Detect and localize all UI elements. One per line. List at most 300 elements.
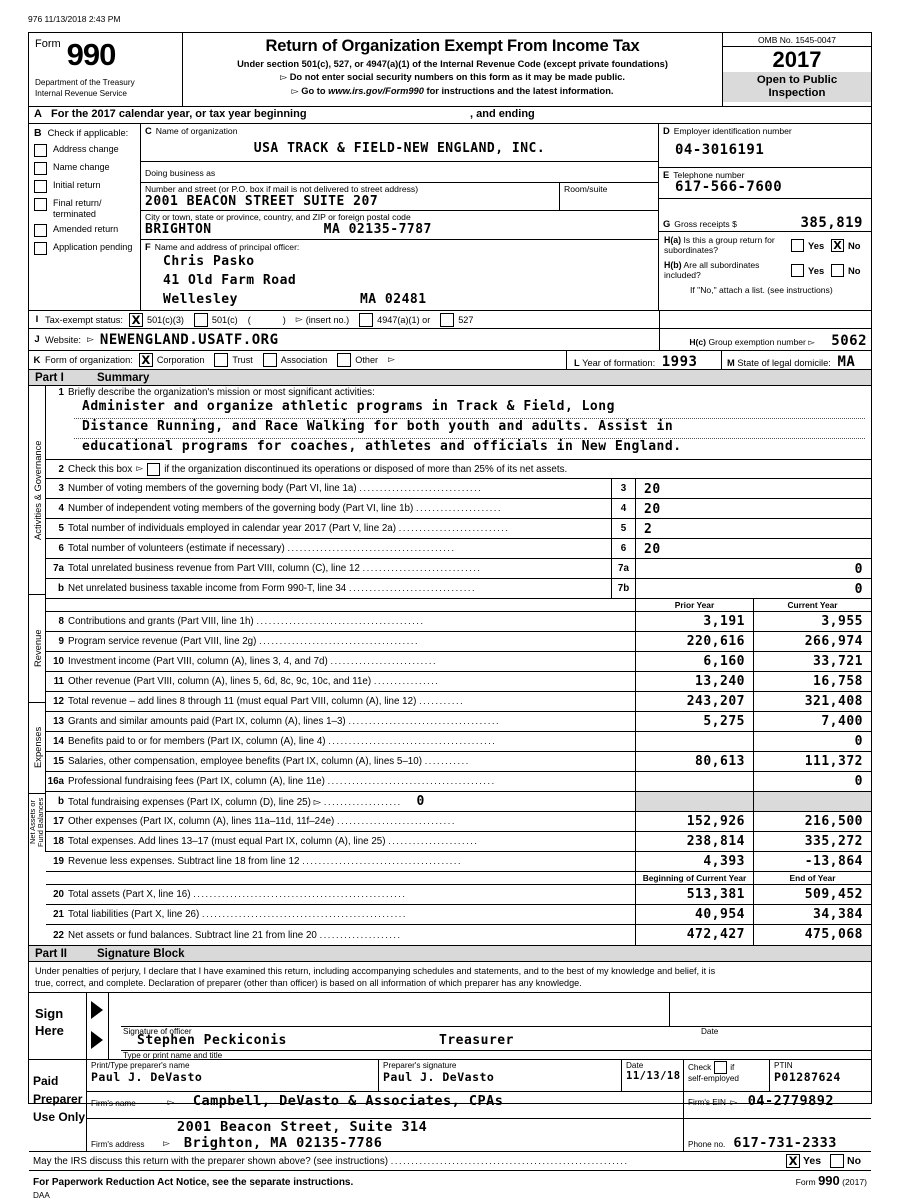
line-6-desc	[68, 543, 611, 554]
firm-name-value[interactable]: Campbell, DeVasto & Associates, CPAs	[192, 1093, 504, 1109]
line-18-current[interactable]: 335,272	[753, 832, 871, 851]
preparer-grid	[87, 1060, 871, 1151]
vlabel-net-assets	[29, 793, 45, 852]
line-6-desc-text: Total number of volunteers (estimate if necessary)	[68, 543, 285, 554]
line-16a-desc-text: Professional fundraising fees (Part IX, column (A), line 11e)	[68, 776, 325, 787]
line-a-tax-year	[29, 107, 871, 124]
line-11-current[interactable]: 16,758	[753, 672, 871, 691]
line-19-current[interactable]: -13,864	[753, 852, 871, 871]
vlabel-activities-governance: Activities & Governance	[32, 440, 43, 540]
line-11-prior[interactable]: 13,240	[635, 672, 753, 691]
org-name-cell	[141, 124, 658, 162]
line-k-letter: K	[33, 354, 41, 366]
line-7b-desc	[68, 583, 611, 594]
leader-dots: .............................	[362, 563, 482, 573]
check-if-label: if	[730, 1063, 735, 1072]
line-1-question	[46, 387, 871, 398]
sign-label-line2: Here	[35, 1023, 64, 1038]
line-16a-prior[interactable]	[635, 772, 753, 791]
org-name-value[interactable]: USA TRACK & FIELD-NEW ENGLAND, INC.	[253, 141, 546, 156]
line-9-prior[interactable]: 220,616	[635, 632, 753, 651]
line-18-desc-text: Total expenses. Add lines 13–17 (must equal Part IX, column (A), line 25)	[68, 836, 386, 847]
box-b-check-if-applicable	[29, 124, 141, 310]
leader-dots: .........................................	[256, 616, 425, 626]
vlabel-revenue: Revenue	[32, 629, 43, 667]
line-7b-row	[46, 579, 871, 599]
ein-value[interactable]: 04-3016191	[675, 142, 765, 158]
ptin-caption: PTIN	[774, 1061, 793, 1070]
line-14-current[interactable]: 0	[753, 732, 871, 751]
firm-phone-value[interactable]: 617-731-2333	[733, 1135, 837, 1151]
preparer-name-caption: Print/Type preparer's name	[91, 1061, 190, 1070]
officer-name[interactable]: Chris Pasko	[163, 254, 255, 269]
line-15-prior[interactable]: 80,613	[635, 752, 753, 771]
city-values-row	[145, 222, 654, 237]
officer-state-zip[interactable]: MA 02481	[359, 292, 427, 307]
line-12-prior[interactable]: 243,207	[635, 692, 753, 711]
website-value[interactable]: NEWENGLAND.USATF.ORG	[99, 331, 279, 348]
sign-here-label	[29, 993, 87, 1059]
self-employed-check-cell	[684, 1060, 770, 1092]
line-12-current[interactable]: 321,408	[753, 692, 871, 711]
street-caption: Number and street (or P.O. box if mail is not delivered to street address)	[145, 184, 419, 195]
line-22-number: 22	[53, 929, 64, 941]
status-4947-checkbox[interactable]	[359, 313, 373, 327]
org-other-checkbox[interactable]	[337, 353, 351, 367]
officer-city-row	[145, 290, 654, 309]
line-8-current[interactable]: 3,955	[753, 612, 871, 631]
line-18-row	[46, 832, 871, 852]
state-domicile-value[interactable]: MA	[837, 354, 856, 370]
street-cell	[141, 183, 658, 211]
leader-dots: ...........................	[398, 523, 510, 533]
line-2-discontinued	[46, 460, 871, 479]
check-if-row	[688, 1061, 765, 1074]
line-2-number: 2	[58, 463, 64, 475]
preparer-signature-cell	[379, 1060, 622, 1092]
arrow-right-icon-9: ▻	[167, 1098, 175, 1108]
agency-block	[35, 78, 176, 99]
irs-discuss-yes-checkbox[interactable]: X	[786, 1154, 800, 1168]
line-22-desc-text: Net assets or fund balances. Subtract line 21 from line 20	[68, 929, 317, 941]
checkbox-icon[interactable]	[34, 162, 47, 175]
line-i-letter: I	[35, 314, 39, 325]
check-caption: Check	[688, 1063, 712, 1072]
line-10-number: 10	[53, 656, 64, 667]
status-501c3-checkbox[interactable]: X	[129, 313, 143, 327]
sign-label-line1: Sign	[35, 1006, 64, 1021]
footer-form-id	[796, 1173, 867, 1188]
line-12-desc	[68, 696, 635, 707]
line-19-prior[interactable]: 4,393	[635, 852, 753, 871]
line-19-row	[46, 852, 871, 872]
line-16a-desc	[68, 776, 635, 787]
mission-line-1[interactable]: Administer and organize athletic programs in Track & Field, Long	[74, 399, 865, 419]
line-16b-value[interactable]: 0	[416, 794, 425, 809]
city-value[interactable]: BRIGHTON	[145, 222, 212, 238]
officer-street[interactable]: 41 Old Farm Road	[163, 273, 297, 288]
leader-dots: .......................................	[259, 636, 420, 646]
preparer-signature-value[interactable]: Paul J. DeVasto	[383, 1070, 495, 1084]
h-c-value[interactable]: 5062	[831, 333, 867, 349]
checkbox-icon[interactable]	[34, 144, 47, 157]
org-corporation-checkbox[interactable]: X	[139, 353, 153, 367]
goto-post: for instructions and the latest information.	[426, 86, 614, 96]
leader-dots: .....................	[416, 503, 503, 513]
preparer-name-value[interactable]: Paul J. DeVasto	[91, 1070, 203, 1084]
line-7b-key: 7b	[611, 579, 635, 598]
phone-no-caption: Phone no.	[688, 1140, 726, 1149]
box-b-title: Check if applicable:	[47, 128, 129, 138]
ein-caption	[663, 125, 867, 136]
line-14-prior[interactable]	[635, 732, 753, 751]
line-20-end[interactable]: 509,452	[753, 885, 871, 904]
checkbox-label: Address change	[53, 144, 119, 154]
line-7b-value: 0	[635, 579, 871, 598]
vlabel-net-assets-1: Net Assets or	[28, 800, 37, 845]
phone-value[interactable]: 617-566-7600	[675, 179, 783, 195]
line-16b-prior-shaded	[635, 792, 753, 811]
line-1-number: 1	[58, 387, 64, 398]
year-of-formation-value[interactable]: 1993	[661, 354, 698, 370]
gross-receipts-value[interactable]: 385,819	[800, 215, 863, 231]
arrow-right-icon-10: ▻	[730, 1098, 738, 1108]
line-22-begin[interactable]: 472,427	[635, 925, 753, 945]
h-a-question-text: Is this a group return for subordinates?	[664, 235, 775, 255]
line-6-row	[46, 539, 871, 559]
status-527-checkbox[interactable]	[440, 313, 454, 327]
line-8-prior[interactable]: 3,191	[635, 612, 753, 631]
perjury-line-1: Under penalties of perjury, I declare that I have examined this return, including accompanying schedules and statements, and to the best of my knowledge and belief, it is	[35, 966, 716, 976]
line-8-desc-text: Contributions and grants (Part VIII, line 1h)	[68, 616, 254, 627]
checkbox-application-pending[interactable]	[34, 242, 140, 255]
line-4-row	[46, 499, 871, 519]
status-4947-label: 4947(a)(1) or	[377, 314, 431, 325]
arrow-right-icon: ▻	[279, 72, 288, 83]
checkbox-icon[interactable]	[34, 198, 47, 211]
line-13-number: 13	[53, 716, 64, 727]
checkbox-icon[interactable]	[34, 180, 47, 193]
h-b-row	[664, 260, 867, 280]
checkbox-icon[interactable]	[34, 224, 47, 237]
part-1-name: Summary	[97, 371, 150, 384]
street-value[interactable]: 2001 BEACON STREET SUITE 207	[145, 194, 379, 210]
line-a-text: For the 2017 calendar year, or tax year beginning	[51, 108, 307, 120]
line-8-desc	[68, 616, 635, 627]
ptin-value[interactable]: P01287624	[774, 1070, 841, 1084]
paid-label: Paid	[33, 1074, 59, 1088]
room-caption: Room/suite	[564, 184, 608, 195]
irs-discuss-no-checkbox[interactable]	[830, 1154, 844, 1168]
firm-name-cell	[87, 1092, 684, 1119]
line-11-number: 11	[53, 676, 64, 687]
line-5-number: 5	[58, 523, 64, 534]
part-1-summary-body	[29, 386, 871, 945]
ssn-warning-text: Do not enter social security numbers on this form as it may be made public.	[289, 72, 626, 82]
line-18-desc	[68, 836, 635, 847]
irs-url-link[interactable]: www.irs.gov/Form990	[328, 86, 424, 96]
letter-g: G	[663, 218, 671, 229]
mission-block	[46, 386, 871, 460]
org-name-caption-text: Name of organization	[155, 126, 238, 136]
signature-line-title	[121, 1050, 871, 1051]
h-b-no-checkbox[interactable]	[831, 264, 844, 277]
line-16b-desc	[68, 794, 635, 809]
line-4-value: 20	[635, 499, 871, 518]
line-5-key: 5	[611, 519, 635, 538]
line-14-row	[46, 732, 871, 752]
footer-form-year: (2017)	[842, 1177, 867, 1187]
checkbox-icon[interactable]	[34, 242, 47, 255]
line-12-desc-text: Total revenue – add lines 8 through 11 (must equal Part VIII, column (A), line 12)	[68, 696, 417, 707]
line-18-number: 18	[53, 836, 64, 847]
org-association-label: Association	[280, 355, 328, 365]
h-c-label: H(c)	[689, 337, 707, 347]
line-19-number: 19	[53, 856, 64, 867]
firm-address-cell	[87, 1119, 684, 1151]
arrow-right-icon-2: ▻	[291, 86, 299, 97]
letter-e: E	[663, 169, 670, 180]
use-only-label: Use Only	[33, 1110, 86, 1124]
line-3-desc-text: Number of voting members of the governing body (Part VI, line 1a)	[68, 483, 357, 494]
arrow-triangle-icon-1	[91, 1001, 103, 1019]
checkbox-label: Amended return	[53, 224, 119, 234]
line-21-row	[46, 905, 871, 925]
line-5-desc-text: Total number of individuals employed in calendar year 2017 (Part V, line 2a)	[68, 523, 397, 534]
line-13-prior[interactable]: 5,275	[635, 712, 753, 731]
preparer-name-cell	[87, 1060, 379, 1092]
irs-discuss-text: May the IRS discuss this return with the preparer shown above? (see instructions)	[33, 1155, 389, 1167]
perjury-line-2: true, correct, and complete. Declaration of preparer (other than officer) is based on all information of which preparer has any knowledge.	[35, 978, 582, 988]
mission-line-2[interactable]: Distance Running, and Race Walking for both youth and adults. Assist in	[74, 419, 865, 439]
line-7b-desc-text: Net unrelated business taxable income from Form 990-T, line 34	[68, 583, 347, 594]
form-title-block	[183, 33, 723, 106]
h-a-yes-checkbox[interactable]	[791, 239, 804, 252]
page-title: Return of Organization Exempt From Income Tax	[265, 37, 640, 55]
officer-caption-text: Name and address of principal officer:	[154, 242, 300, 252]
firm-address-line1[interactable]: 2001 Beacon Street, Suite 314	[177, 1119, 428, 1135]
k-l-divider	[566, 351, 567, 369]
leader-dots: ....................................................	[193, 889, 407, 899]
sign-here-block	[29, 993, 871, 1060]
line-20-begin[interactable]: 513,381	[635, 885, 753, 904]
h-questions-block	[659, 232, 871, 310]
ptin-cell	[770, 1060, 871, 1092]
omb-number: OMB No. 1545-0047	[723, 33, 871, 47]
end-of-year-header: End of Year	[753, 872, 871, 884]
line-16a-current[interactable]: 0	[753, 772, 871, 791]
line-a-letter: A	[34, 108, 42, 120]
leader-dots: .........................................	[328, 736, 497, 746]
line-13-current[interactable]: 7,400	[753, 712, 871, 731]
checkbox-amended-return[interactable]	[34, 224, 140, 237]
phone-caption-text: Telephone number	[673, 170, 745, 180]
dba-cell	[141, 162, 658, 183]
line-17-desc	[68, 816, 635, 827]
line-20-desc-text: Total assets (Part X, line 16)	[68, 889, 191, 900]
line-10-desc-text: Investment income (Part VIII, column (A), lines 3, 4, and 7d)	[68, 656, 328, 667]
leader-dots: ..................................................	[201, 909, 407, 919]
line-3-desc	[68, 483, 611, 494]
irs-discuss-row	[29, 1152, 871, 1171]
l-m-divider	[721, 351, 722, 369]
line-21-begin[interactable]: 40,954	[635, 905, 753, 924]
principal-officer-cell	[141, 240, 658, 310]
line-1-text: Briefly describe the organization's mission or most significant activities:	[68, 387, 375, 398]
firm-phone-row	[688, 1119, 867, 1151]
open-to-public-badge	[723, 72, 871, 102]
line-15-desc-text: Salaries, other compensation, employee benefits (Part IX, column (A), lines 5–10)	[68, 756, 422, 767]
line-15-current[interactable]: 111,372	[753, 752, 871, 771]
arrow-right-icon-4: ▻	[87, 334, 94, 345]
line-7a-row	[46, 559, 871, 579]
insert-no-label: (insert no.)	[305, 314, 350, 325]
firm-ein-cell	[684, 1092, 871, 1119]
leader-dots: ..........................................................	[390, 1155, 629, 1166]
line-l-year-of-formation	[574, 354, 697, 370]
line-22-desc	[68, 930, 635, 941]
signature-name-value[interactable]: Stephen Peckiconis	[137, 1033, 287, 1048]
checkbox-initial-return[interactable]	[34, 180, 140, 193]
firm-address-line2[interactable]: Brighton, MA 02135-7786	[183, 1135, 383, 1151]
h-c-group-exemption	[689, 333, 867, 349]
line-15-desc	[68, 756, 635, 767]
part-2-label: Part II	[35, 947, 67, 960]
preparer-date-caption: Date	[626, 1061, 644, 1070]
letter-c: C	[145, 125, 152, 136]
line-21-end[interactable]: 34,384	[753, 905, 871, 924]
line-20-desc	[68, 889, 635, 900]
line-2-pre: Check this box	[68, 463, 133, 475]
self-employed-checkbox[interactable]	[714, 1061, 727, 1074]
form-subtitle-ssn	[183, 72, 722, 83]
entity-information-block	[29, 124, 871, 311]
signature-date-divider	[669, 993, 670, 1026]
line-9-desc-text: Program service revenue (Part VIII, line 2g)	[68, 636, 257, 647]
form-subtitle-goto	[183, 86, 722, 97]
line-11-desc	[68, 676, 635, 687]
line-21-number: 21	[53, 909, 64, 920]
line-19-desc	[68, 856, 635, 867]
h-a-row	[664, 235, 867, 255]
status-501c-checkbox[interactable]	[194, 313, 208, 327]
state-zip-value[interactable]: MA 02135-7787	[323, 222, 432, 238]
line-16a-row	[46, 772, 871, 792]
form-identity-block	[29, 33, 183, 106]
h-b-label: H(b)	[664, 260, 682, 270]
part-2-header	[29, 945, 871, 962]
irs-discuss-yes-label: Yes	[803, 1155, 822, 1167]
checkbox-address-change[interactable]	[34, 144, 140, 157]
line-22-end[interactable]: 475,068	[753, 925, 871, 945]
line-10-prior[interactable]: 6,160	[635, 652, 753, 671]
tax-year: 2017	[772, 47, 822, 72]
line-l-label: Year of formation:	[582, 358, 656, 368]
line-3-value: 20	[635, 479, 871, 498]
line-5-desc	[68, 523, 611, 534]
line-10-current[interactable]: 33,721	[753, 652, 871, 671]
paperwork-notice: For Paperwork Reduction Act Notice, see the separate instructions.	[33, 1177, 354, 1188]
letter-d: D	[663, 125, 670, 136]
signature-title-value[interactable]: Treasurer	[439, 1033, 514, 1048]
firm-ein-caption: Firm's EIN	[688, 1098, 726, 1107]
preparer-date-value[interactable]: 11/13/18	[626, 1070, 681, 1082]
box-b-letter: B	[34, 127, 42, 139]
h-a-no-checkbox[interactable]: X	[831, 239, 844, 252]
checkbox-label: Name change	[53, 162, 110, 172]
arrow-right-icon-11: ▻	[163, 1139, 170, 1149]
leader-dots: ...............................	[349, 583, 477, 593]
line-16b-current-shaded	[753, 792, 871, 811]
line-22-row	[46, 925, 871, 945]
part-1-label: Part I	[35, 371, 64, 384]
form-word-label: Form	[35, 38, 61, 50]
line-9-row	[46, 632, 871, 652]
line-5-row	[46, 519, 871, 539]
line-m-letter: M	[727, 358, 735, 368]
line-9-desc	[68, 636, 635, 647]
mission-line-3[interactable]: educational programs for coaches, athletes and officials in New England.	[82, 439, 682, 454]
firm-phone-cell	[684, 1119, 871, 1151]
line-16b-desc-text: Total fundraising expenses (Part IX, column (D), line 25)	[68, 797, 311, 808]
arrow-right-icon-6: ▻	[388, 355, 395, 365]
signature-arrows	[87, 993, 109, 1059]
line-20-number: 20	[53, 889, 64, 900]
line-17-prior[interactable]: 152,926	[635, 812, 753, 831]
checkbox-final-return[interactable]	[34, 198, 140, 219]
line-k-form-of-organization	[29, 351, 871, 369]
line-7a-key: 7a	[611, 559, 635, 578]
line-2-checkbox[interactable]	[147, 463, 160, 476]
letter-f: F	[145, 241, 151, 252]
line-m-state-domicile	[727, 354, 855, 370]
line-20-row	[46, 885, 871, 905]
line-18-prior[interactable]: 238,814	[635, 832, 753, 851]
line-2-post: if the organization discontinued its operations or disposed of more than 25% of its net assets.	[164, 463, 568, 475]
preparer-signature-caption: Preparer's signature	[383, 1061, 457, 1070]
h-b-yes-checkbox[interactable]	[791, 264, 804, 277]
checkbox-name-change[interactable]	[34, 162, 140, 175]
paid-preparer-label	[29, 1060, 87, 1151]
line-13-desc	[68, 716, 635, 727]
form-number: 990	[66, 37, 116, 72]
leader-dots: ................	[373, 676, 440, 686]
gross-caption-text: Gross receipts $	[674, 219, 737, 229]
prior-year-header: Prior Year	[635, 599, 753, 611]
line-a-ending: , and ending	[470, 108, 535, 120]
goto-pre: Go to	[301, 86, 326, 96]
gross-receipts-cell	[659, 199, 871, 232]
line-7a-value: 0	[635, 559, 871, 578]
firm-ein-value[interactable]: 04-2779892	[747, 1093, 835, 1109]
h-b-question	[664, 260, 787, 280]
line-9-current[interactable]: 266,974	[753, 632, 871, 651]
line-17-desc-text: Other expenses (Part IX, column (A), lines 11a–11d, 11f–24e)	[68, 816, 335, 827]
organization-details-column	[141, 124, 659, 310]
line-4-desc	[68, 503, 611, 514]
line-4-key: 4	[611, 499, 635, 518]
officer-city[interactable]: Wellesley	[163, 292, 238, 307]
status-501c-label: 501(c)	[211, 314, 238, 325]
line-17-number: 17	[53, 816, 64, 827]
org-trust-checkbox[interactable]	[214, 353, 228, 367]
arrow-right-icon-3: ▻	[295, 314, 303, 325]
box-b-header	[34, 127, 140, 139]
org-association-checkbox[interactable]	[263, 353, 277, 367]
balance-columns-header	[46, 872, 871, 885]
line-8-number: 8	[58, 616, 64, 627]
line-17-current[interactable]: 216,500	[753, 812, 871, 831]
